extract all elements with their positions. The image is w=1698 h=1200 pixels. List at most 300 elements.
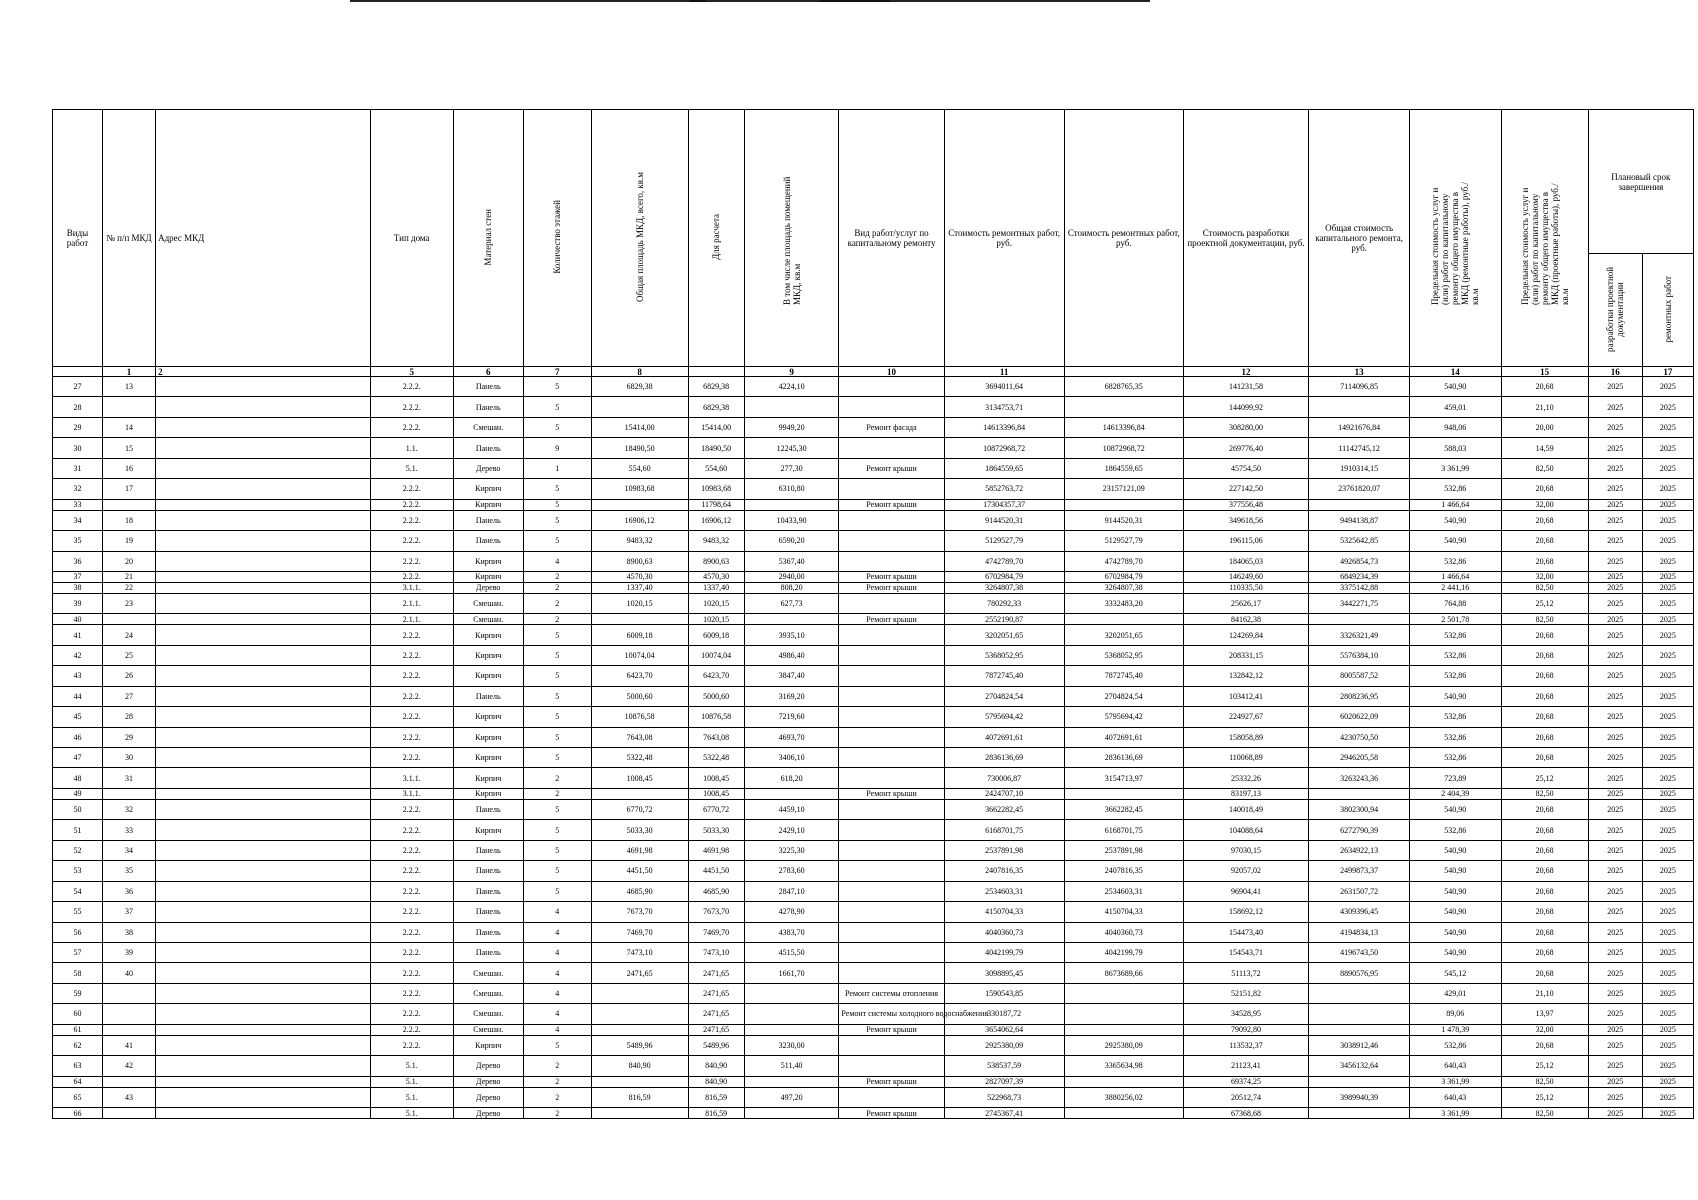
cell-address <box>156 1056 371 1076</box>
cell-year-repair: 2025 <box>1642 593 1693 613</box>
cell-limit-design: 20,68 <box>1501 686 1588 706</box>
header-house-type: Тип дома <box>370 110 453 367</box>
cell-work-kind: Ремонт крыши <box>839 1076 944 1087</box>
cell-design-cost: 52151,82 <box>1183 983 1308 1003</box>
cell-work-kind: Ремонт крыши <box>839 1108 944 1119</box>
cell-floors: 5 <box>523 510 591 530</box>
cell-premises-area <box>744 1004 839 1024</box>
cell-total-cost: 3263243,36 <box>1309 768 1410 788</box>
cell-work-type-number: 36 <box>53 551 103 571</box>
cell-limit-design: 20,68 <box>1501 551 1588 571</box>
cell-repair-cost-total: 4072691,61 <box>1064 727 1183 747</box>
cell-premises-area: 9949,20 <box>744 417 839 437</box>
cell-address <box>156 881 371 901</box>
header-address: Адрес МКД <box>156 110 371 367</box>
cell-premises-area: 6310,80 <box>744 479 839 499</box>
cell-repair-cost-total <box>1064 614 1183 625</box>
cell-total-area: 7469,70 <box>591 922 688 942</box>
cell-repair-cost: 9144520,31 <box>944 510 1064 530</box>
cell-repair-cost-total <box>1064 1108 1183 1119</box>
cell-house-type: 2.2.2. <box>370 902 453 922</box>
cell-house-type: 2.2.2. <box>370 625 453 645</box>
cell-repair-cost: 5129527,79 <box>944 531 1064 551</box>
cell-limit-design: 20,68 <box>1501 645 1588 665</box>
cell-floors: 4 <box>523 902 591 922</box>
cell-house-type: 2.2.2. <box>370 820 453 840</box>
cell-design-cost: 34528,95 <box>1183 1004 1308 1024</box>
cell-address <box>156 458 371 478</box>
cell-floors: 2 <box>523 768 591 788</box>
cell-limit-design: 20,68 <box>1501 479 1588 499</box>
cell-work-kind: Ремонт крыши <box>839 1024 944 1035</box>
cell-premises-area: 4693,70 <box>744 727 839 747</box>
cell-work-kind <box>839 942 944 962</box>
cell-year-design: 2025 <box>1588 881 1642 901</box>
cell-total-area: 4685,90 <box>591 881 688 901</box>
cell-total-area: 6009,18 <box>591 625 688 645</box>
cell-year-design: 2025 <box>1588 820 1642 840</box>
cell-limit-repair: 948,06 <box>1410 417 1501 437</box>
table-row <box>53 1024 1694 1035</box>
table-row <box>53 1087 1694 1107</box>
cell-address <box>156 922 371 942</box>
cell-mkd-number: 34 <box>102 840 155 860</box>
cell-wall-material: Панель <box>453 397 523 417</box>
cell-repair-cost: 4150704,33 <box>944 902 1064 922</box>
cell-work-type-number: 32 <box>53 479 103 499</box>
cell-floors: 2 <box>523 593 591 613</box>
cell-house-type: 3.1.1. <box>370 768 453 788</box>
cell-premises-area: 3847,40 <box>744 666 839 686</box>
cell-repair-cost: 2745367,41 <box>944 1108 1064 1119</box>
cell-premises-area: 3169,20 <box>744 686 839 706</box>
colnum: 10 <box>839 367 944 377</box>
cell-limit-repair: 1 466,64 <box>1410 571 1501 582</box>
cell-limit-repair: 532,86 <box>1410 748 1501 768</box>
cell-repair-cost: 3264807,38 <box>944 582 1064 593</box>
cell-total-cost: 4230750,50 <box>1309 727 1410 747</box>
cell-total-cost: 9494138,87 <box>1309 510 1410 530</box>
cell-premises-area: 2847,10 <box>744 881 839 901</box>
cell-wall-material: Дерево <box>453 1076 523 1087</box>
cell-limit-design: 20,68 <box>1501 963 1588 983</box>
cell-total-area: 5322,48 <box>591 748 688 768</box>
cell-wall-material: Панель <box>453 377 523 397</box>
cell-address <box>156 593 371 613</box>
cell-wall-material: Смешан. <box>453 417 523 437</box>
cell-house-type: 2.1.1. <box>370 593 453 613</box>
cell-work-type-number: 41 <box>53 625 103 645</box>
cell-total-area: 7473,10 <box>591 942 688 962</box>
cell-year-design: 2025 <box>1588 479 1642 499</box>
cell-work-type-number: 28 <box>53 397 103 417</box>
table-row <box>53 510 1694 530</box>
cell-premises-area: 2429,10 <box>744 820 839 840</box>
cell-limit-repair: 540,90 <box>1410 881 1501 901</box>
cell-repair-cost-total: 4042199,79 <box>1064 942 1183 962</box>
cell-work-kind <box>839 479 944 499</box>
cell-year-repair: 2025 <box>1642 1004 1693 1024</box>
cell-total-cost: 8890576,95 <box>1309 963 1410 983</box>
cell-limit-repair: 532,86 <box>1410 707 1501 727</box>
cell-house-type: 2.2.2. <box>370 963 453 983</box>
cell-house-type: 2.2.2. <box>370 645 453 665</box>
cell-year-design: 2025 <box>1588 593 1642 613</box>
cell-work-kind <box>839 397 944 417</box>
cell-repair-cost: 10872968,72 <box>944 438 1064 458</box>
cell-work-kind: Ремонт системы отопления <box>839 983 944 1003</box>
cell-floors: 4 <box>523 1024 591 1035</box>
cell-repair-cost-total <box>1064 1024 1183 1035</box>
cell-calc-area: 2471,65 <box>688 963 744 983</box>
header-premises-area: В том числе площадь помещений МКД, кв.м <box>744 110 839 367</box>
cell-limit-repair: 2 501,78 <box>1410 614 1501 625</box>
cell-year-design: 2025 <box>1588 1087 1642 1107</box>
cell-repair-cost-total: 7872745,40 <box>1064 666 1183 686</box>
cell-limit-design: 32,00 <box>1501 1024 1588 1035</box>
cell-repair-cost-total: 4742789,70 <box>1064 551 1183 571</box>
cell-total-cost: 3456132,64 <box>1309 1056 1410 1076</box>
cell-address <box>156 1108 371 1119</box>
cell-work-kind <box>839 551 944 571</box>
cell-house-type: 2.2.2. <box>370 397 453 417</box>
cell-mkd-number <box>102 1108 155 1119</box>
cell-wall-material: Кирпич <box>453 707 523 727</box>
cell-floors: 9 <box>523 438 591 458</box>
cell-house-type: 2.2.2. <box>370 748 453 768</box>
cell-total-area: 15414,00 <box>591 417 688 437</box>
cell-work-type-number: 42 <box>53 645 103 665</box>
cell-limit-design: 20,00 <box>1501 417 1588 437</box>
colnum: 7 <box>523 367 591 377</box>
cell-total-cost: 3326321,49 <box>1309 625 1410 645</box>
cell-year-design: 2025 <box>1588 417 1642 437</box>
table-row <box>53 499 1694 510</box>
cell-calc-area: 7643,08 <box>688 727 744 747</box>
cell-mkd-number <box>102 983 155 1003</box>
cell-total-area <box>591 1076 688 1087</box>
cell-address <box>156 666 371 686</box>
cell-year-design: 2025 <box>1588 531 1642 551</box>
cell-total-area: 9483,32 <box>591 531 688 551</box>
table-row <box>53 1076 1694 1087</box>
table-row <box>53 571 1694 582</box>
cell-repair-cost: 3134753,71 <box>944 397 1064 417</box>
cell-total-cost <box>1309 1108 1410 1119</box>
cell-limit-repair: 532,86 <box>1410 1035 1501 1055</box>
table-row <box>53 593 1694 613</box>
cell-design-cost: 184065,03 <box>1183 551 1308 571</box>
cell-limit-design: 20,68 <box>1501 922 1588 942</box>
cell-mkd-number: 29 <box>102 727 155 747</box>
cell-total-area: 7643,08 <box>591 727 688 747</box>
cell-address <box>156 417 371 437</box>
cell-address <box>156 983 371 1003</box>
cell-total-area: 5033,30 <box>591 820 688 840</box>
cell-wall-material: Кирпич <box>453 1035 523 1055</box>
cell-limit-design: 20,68 <box>1501 377 1588 397</box>
cell-limit-repair: 640,43 <box>1410 1056 1501 1076</box>
cell-calc-area: 7673,70 <box>688 902 744 922</box>
cell-calc-area: 1020,15 <box>688 593 744 613</box>
cell-repair-cost-total: 5368052,95 <box>1064 645 1183 665</box>
cell-year-repair: 2025 <box>1642 799 1693 819</box>
cell-calc-area: 840,90 <box>688 1056 744 1076</box>
cell-year-design: 2025 <box>1588 1056 1642 1076</box>
cell-total-cost: 4926854,73 <box>1309 551 1410 571</box>
cell-wall-material: Дерево <box>453 1108 523 1119</box>
table-row <box>53 458 1694 478</box>
cell-wall-material: Панель <box>453 922 523 942</box>
cell-repair-cost-total: 23157121,09 <box>1064 479 1183 499</box>
cell-calc-area: 840,90 <box>688 1076 744 1087</box>
cell-repair-cost: 4042199,79 <box>944 942 1064 962</box>
cell-design-cost: 110335,50 <box>1183 582 1308 593</box>
scan-mark <box>820 0 890 2</box>
cell-year-repair: 2025 <box>1642 1087 1693 1107</box>
cell-work-type-number: 49 <box>53 788 103 799</box>
cell-repair-cost-total <box>1064 1004 1183 1024</box>
cell-year-repair: 2025 <box>1642 625 1693 645</box>
cell-repair-cost-total: 5795694,42 <box>1064 707 1183 727</box>
cell-premises-area: 3230,00 <box>744 1035 839 1055</box>
cell-house-type: 2.2.2. <box>370 666 453 686</box>
cell-repair-cost: 2925380,09 <box>944 1035 1064 1055</box>
cell-work-type-number: 65 <box>53 1087 103 1107</box>
cell-premises-area: 277,30 <box>744 458 839 478</box>
cell-work-type-number: 37 <box>53 571 103 582</box>
cell-year-repair: 2025 <box>1642 614 1693 625</box>
cell-year-design: 2025 <box>1588 582 1642 593</box>
colnum: 2 <box>156 367 371 377</box>
cell-calc-area: 16906,12 <box>688 510 744 530</box>
cell-design-cost: 25332,26 <box>1183 768 1308 788</box>
cell-calc-area: 4691,98 <box>688 840 744 860</box>
cell-year-design: 2025 <box>1588 1076 1642 1087</box>
cell-design-cost: 69374,25 <box>1183 1076 1308 1087</box>
cell-house-type: 5.1. <box>370 1108 453 1119</box>
cell-repair-cost-total: 3202051,65 <box>1064 625 1183 645</box>
cell-work-kind <box>839 686 944 706</box>
colnum: 15 <box>1501 367 1588 377</box>
cell-calc-area: 4685,90 <box>688 881 744 901</box>
cell-total-cost: 4196743,50 <box>1309 942 1410 962</box>
cell-year-repair: 2025 <box>1642 377 1693 397</box>
cell-address <box>156 625 371 645</box>
cell-repair-cost: 14613396,84 <box>944 417 1064 437</box>
cell-year-design: 2025 <box>1588 551 1642 571</box>
cell-repair-cost: 4072691,61 <box>944 727 1064 747</box>
cell-wall-material: Кирпич <box>453 625 523 645</box>
cell-design-cost: 79092,80 <box>1183 1024 1308 1035</box>
cell-work-type-number: 54 <box>53 881 103 901</box>
cell-year-repair: 2025 <box>1642 922 1693 942</box>
header-total-area: Общая площадь МКД, всего, кв.м <box>591 110 688 367</box>
cell-limit-repair: 3 361,99 <box>1410 458 1501 478</box>
cell-design-cost: 96904,41 <box>1183 881 1308 901</box>
cell-repair-cost-total: 6828765,35 <box>1064 377 1183 397</box>
cell-limit-repair: 540,90 <box>1410 531 1501 551</box>
cell-year-design: 2025 <box>1588 571 1642 582</box>
cell-design-cost: 113532,37 <box>1183 1035 1308 1055</box>
cell-year-repair: 2025 <box>1642 861 1693 881</box>
cell-floors: 4 <box>523 963 591 983</box>
table-row <box>53 417 1694 437</box>
cell-wall-material: Смешан. <box>453 593 523 613</box>
cell-mkd-number: 30 <box>102 748 155 768</box>
cell-year-design: 2025 <box>1588 727 1642 747</box>
cell-address <box>156 571 371 582</box>
cell-total-area <box>591 1108 688 1119</box>
cell-design-cost: 146249,60 <box>1183 571 1308 582</box>
cell-work-kind: Ремонт системы холодного водоснабжения <box>839 1004 944 1024</box>
cell-floors: 2 <box>523 1056 591 1076</box>
table-row <box>53 645 1694 665</box>
cell-address <box>156 1087 371 1107</box>
cell-work-kind <box>839 922 944 942</box>
cell-year-repair: 2025 <box>1642 582 1693 593</box>
cell-limit-repair: 540,90 <box>1410 377 1501 397</box>
cell-repair-cost: 3654062,64 <box>944 1024 1064 1035</box>
cell-wall-material: Кирпич <box>453 645 523 665</box>
cell-house-type: 2.2.2. <box>370 840 453 860</box>
cell-repair-cost: 780292,33 <box>944 593 1064 613</box>
cell-address <box>156 788 371 799</box>
cell-mkd-number: 23 <box>102 593 155 613</box>
cell-total-area: 1020,15 <box>591 593 688 613</box>
cell-address <box>156 377 371 397</box>
cell-calc-area: 6829,38 <box>688 397 744 417</box>
header-work-kind: Вид работ/услуг по капитальному ремонту <box>839 110 944 367</box>
cell-repair-cost-total <box>1064 788 1183 799</box>
cell-repair-cost: 2407816,35 <box>944 861 1064 881</box>
cell-house-type: 5.1. <box>370 1076 453 1087</box>
cell-house-type: 3.1.1. <box>370 582 453 593</box>
cell-address <box>156 397 371 417</box>
table-row <box>53 727 1694 747</box>
cell-total-cost: 2631507,72 <box>1309 881 1410 901</box>
header-repair-cost: Стоимость ремонтных работ, руб. <box>944 110 1064 367</box>
cell-total-cost: 5576384,10 <box>1309 645 1410 665</box>
cell-total-area <box>591 1024 688 1035</box>
cell-total-area <box>591 788 688 799</box>
cell-work-type-number: 51 <box>53 820 103 840</box>
cell-wall-material: Панель <box>453 942 523 962</box>
cell-work-type-number: 33 <box>53 499 103 510</box>
cell-mkd-number <box>102 397 155 417</box>
cell-total-area <box>591 397 688 417</box>
cell-repair-cost-total: 1864559,65 <box>1064 458 1183 478</box>
cell-total-cost <box>1309 1024 1410 1035</box>
cell-limit-repair: 532,86 <box>1410 727 1501 747</box>
cell-premises-area <box>744 1108 839 1119</box>
cell-year-repair: 2025 <box>1642 902 1693 922</box>
cell-work-kind: Ремонт крыши <box>839 582 944 593</box>
cell-limit-repair: 588,03 <box>1410 438 1501 458</box>
cell-work-kind <box>839 510 944 530</box>
cell-premises-area: 3225,30 <box>744 840 839 860</box>
cell-year-repair: 2025 <box>1642 417 1693 437</box>
cell-calc-area: 10876,58 <box>688 707 744 727</box>
cell-total-cost: 6849234,39 <box>1309 571 1410 582</box>
cell-address <box>156 799 371 819</box>
cell-calc-area: 5489,96 <box>688 1035 744 1055</box>
cell-limit-design: 20,68 <box>1501 625 1588 645</box>
cell-wall-material: Кирпич <box>453 499 523 510</box>
table-row <box>53 551 1694 571</box>
cell-address <box>156 438 371 458</box>
cell-total-cost: 2946205,58 <box>1309 748 1410 768</box>
cell-repair-cost-total: 3154713,97 <box>1064 768 1183 788</box>
cell-year-repair: 2025 <box>1642 768 1693 788</box>
cell-year-design: 2025 <box>1588 902 1642 922</box>
cell-limit-repair: 429,01 <box>1410 983 1501 1003</box>
cell-work-kind <box>839 799 944 819</box>
cell-wall-material: Дерево <box>453 1056 523 1076</box>
cell-year-design: 2025 <box>1588 438 1642 458</box>
cell-repair-cost: 17304357,37 <box>944 499 1064 510</box>
cell-limit-design: 20,68 <box>1501 799 1588 819</box>
cell-limit-design: 20,68 <box>1501 902 1588 922</box>
cell-wall-material: Панель <box>453 531 523 551</box>
header-floors: Количество этажей <box>523 110 591 367</box>
cell-total-cost: 5325642,85 <box>1309 531 1410 551</box>
cell-total-cost: 23761820,07 <box>1309 479 1410 499</box>
cell-repair-cost: 5795694,42 <box>944 707 1064 727</box>
cell-year-repair: 2025 <box>1642 788 1693 799</box>
cell-design-cost: 269776,40 <box>1183 438 1308 458</box>
cell-limit-design: 82,50 <box>1501 458 1588 478</box>
cell-house-type: 2.2.2. <box>370 799 453 819</box>
cell-limit-design: 20,68 <box>1501 1035 1588 1055</box>
cell-premises-area <box>744 983 839 1003</box>
cell-limit-repair: 532,86 <box>1410 479 1501 499</box>
cell-mkd-number: 13 <box>102 377 155 397</box>
cell-wall-material: Панель <box>453 438 523 458</box>
cell-calc-area: 2471,65 <box>688 1024 744 1035</box>
cell-design-cost: 92057,02 <box>1183 861 1308 881</box>
cell-address <box>156 551 371 571</box>
cell-wall-material: Кирпич <box>453 727 523 747</box>
cell-year-design: 2025 <box>1588 625 1642 645</box>
cell-design-cost: 104088,64 <box>1183 820 1308 840</box>
cell-year-repair: 2025 <box>1642 1108 1693 1119</box>
cell-house-type: 2.2.2. <box>370 707 453 727</box>
cell-work-type-number: 50 <box>53 799 103 819</box>
cell-repair-cost-total <box>1064 499 1183 510</box>
cell-floors: 5 <box>523 499 591 510</box>
cell-mkd-number: 22 <box>102 582 155 593</box>
cell-wall-material: Дерево <box>453 582 523 593</box>
cell-repair-cost-total: 2704824,54 <box>1064 686 1183 706</box>
cell-mkd-number: 42 <box>102 1056 155 1076</box>
cell-floors: 2 <box>523 1108 591 1119</box>
cell-address <box>156 1024 371 1035</box>
cell-work-type-number: 48 <box>53 768 103 788</box>
cell-address <box>156 768 371 788</box>
cell-total-area: 1337,40 <box>591 582 688 593</box>
table-row <box>53 799 1694 819</box>
cell-floors: 4 <box>523 1004 591 1024</box>
colnum: 8 <box>591 367 688 377</box>
cell-total-cost: 7114096,85 <box>1309 377 1410 397</box>
colnum: 11 <box>944 367 1064 377</box>
cell-work-kind <box>839 593 944 613</box>
cell-work-type-number: 53 <box>53 861 103 881</box>
header-limit-cost-design: Предельная стоимость услуг и (или) работ по капитальному ремонту общего имущества в МКД (проектные работы), руб./кв.м <box>1501 110 1588 367</box>
cell-calc-area: 1337,40 <box>688 582 744 593</box>
cell-calc-area: 816,59 <box>688 1087 744 1107</box>
